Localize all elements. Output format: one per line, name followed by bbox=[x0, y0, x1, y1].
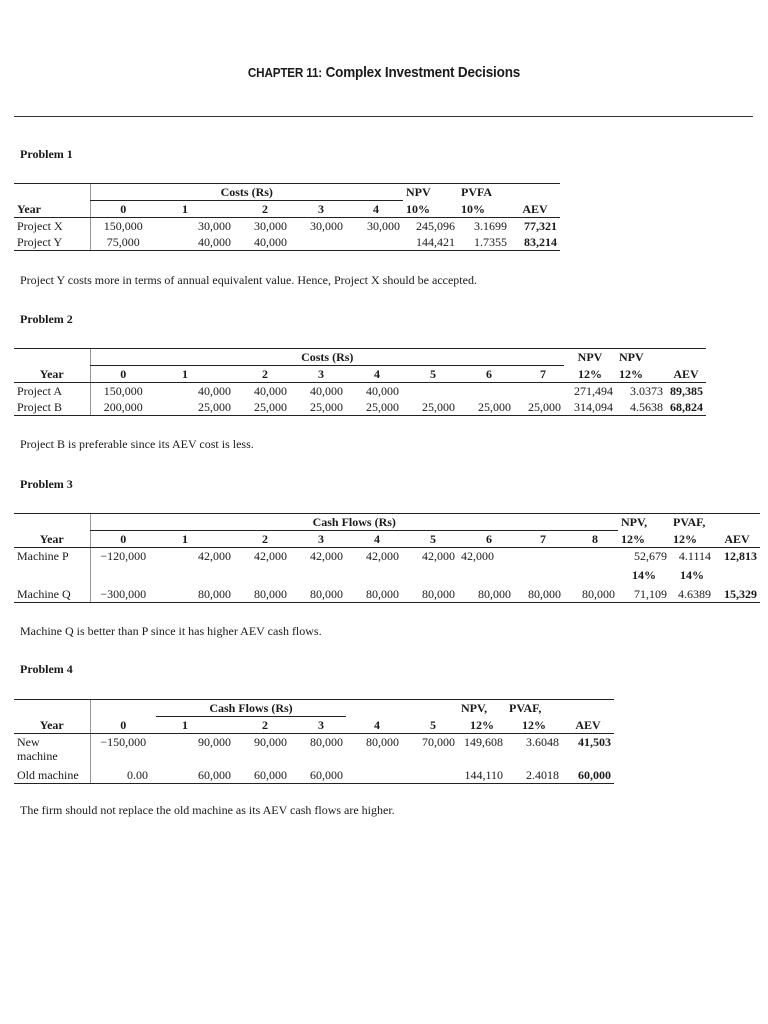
npv-rate-alt: 14% bbox=[632, 568, 656, 582]
pvaf-rate: 12% bbox=[506, 717, 562, 734]
problem-1-conclusion: Project Y costs more in terms of annual equivalent value. Hence, Project X should be accepted. bbox=[20, 273, 477, 287]
year-col: 3 bbox=[290, 201, 346, 218]
npv-header: NPV, bbox=[458, 700, 506, 717]
pvaf-rate: 12% bbox=[670, 531, 714, 548]
aev-header: AEV bbox=[510, 201, 560, 218]
table-row bbox=[14, 583, 760, 603]
group-header: Cash Flows (Rs) bbox=[90, 514, 618, 531]
cell: 40,000 bbox=[156, 234, 234, 251]
year-col: 3 bbox=[290, 717, 346, 734]
year-col: 5 bbox=[402, 366, 458, 383]
pv-cell: 3.0373 bbox=[630, 384, 663, 398]
year-col: 7 bbox=[514, 531, 564, 548]
row-label: Machine Q bbox=[14, 583, 90, 603]
npv-cell: 52,679 bbox=[634, 549, 667, 563]
cell: 30,000 bbox=[310, 219, 343, 233]
problem-1-heading: Problem 1 bbox=[20, 147, 73, 161]
aev-cell: 15,329 bbox=[714, 583, 760, 603]
cell: 60,000 bbox=[234, 764, 290, 784]
year-col: 2 bbox=[234, 366, 290, 383]
pvaf-cell: 3.6048 bbox=[526, 735, 559, 749]
year-header: Year bbox=[14, 717, 90, 734]
cell: −300,000 bbox=[90, 583, 156, 603]
cell: 200,000 bbox=[90, 399, 156, 416]
problem-3-table bbox=[14, 513, 760, 603]
year-col: 4 bbox=[346, 531, 402, 548]
cell: 25,000 bbox=[290, 399, 346, 416]
year-col: 3 bbox=[290, 531, 346, 548]
cell bbox=[514, 548, 564, 565]
cell: 90,000 bbox=[198, 735, 231, 749]
problem-4-conclusion: The firm should not replace the old machine as its AEV cash flows are higher. bbox=[20, 803, 395, 817]
cell: 40,000 bbox=[310, 384, 343, 398]
npv-cell: 144,110 bbox=[458, 764, 506, 784]
cell: 75,000 bbox=[90, 234, 156, 251]
year-col: 2 bbox=[234, 201, 290, 218]
npv-cell: 245,096 bbox=[416, 219, 455, 233]
cell: 0.00 bbox=[90, 764, 156, 784]
pvaf-header: PVAF, bbox=[670, 514, 714, 531]
problem-3-conclusion: Machine Q is better than P since it has higher AEV cash flows. bbox=[20, 624, 322, 638]
cell: 42,000 bbox=[366, 549, 399, 563]
table-row bbox=[14, 764, 614, 784]
row-label: Project B bbox=[14, 399, 90, 416]
cell: 60,000 bbox=[290, 764, 346, 784]
cell: 80,000 bbox=[402, 583, 458, 603]
year-col: 4 bbox=[346, 717, 402, 734]
npv-rate: 10% bbox=[403, 201, 458, 218]
row-label: Machine P bbox=[17, 549, 69, 563]
pvaf-header: PVAF, bbox=[506, 700, 562, 717]
table-row bbox=[14, 218, 560, 235]
chapter-name: Complex Investment Decisions bbox=[325, 64, 521, 81]
year-col: 0 bbox=[90, 531, 156, 548]
cell: −120,000 bbox=[90, 548, 156, 565]
year-col: 6 bbox=[458, 366, 514, 383]
year-col: 8 bbox=[564, 531, 618, 548]
pvaf-cell: 2.4018 bbox=[506, 764, 562, 784]
problem-2-table bbox=[14, 348, 706, 416]
aev-header: AEV bbox=[562, 717, 614, 734]
group-header: Costs (Rs) bbox=[90, 349, 564, 366]
year-col: 0 bbox=[90, 201, 156, 218]
cell: 25,000 bbox=[458, 399, 514, 416]
cell: 80,000 bbox=[290, 583, 346, 603]
npv-cell: 149,608 bbox=[464, 735, 503, 749]
cell bbox=[564, 548, 618, 565]
header-divider bbox=[14, 116, 753, 117]
cell: 80,000 bbox=[366, 735, 399, 749]
problem-1-table bbox=[14, 183, 560, 251]
year-col: 5 bbox=[402, 717, 458, 734]
cell bbox=[290, 234, 346, 251]
pvfa-cell: 3.1699 bbox=[474, 219, 507, 233]
cell: 150,000 bbox=[90, 383, 156, 400]
cell: 25,000 bbox=[402, 399, 458, 416]
cell bbox=[402, 764, 458, 784]
year-col: 1 bbox=[156, 366, 234, 383]
cell bbox=[346, 764, 402, 784]
year-header: Year bbox=[14, 366, 90, 383]
table-row bbox=[14, 234, 560, 251]
cell: 25,000 bbox=[346, 399, 402, 416]
npv-rate: 12% bbox=[564, 366, 616, 383]
problem-2-conclusion: Project B is preferable since its AEV cost is less. bbox=[20, 437, 254, 451]
table-row bbox=[14, 383, 706, 400]
problem-4-table bbox=[14, 699, 614, 784]
aev-cell: 68,824 bbox=[666, 399, 706, 416]
cell: 80,000 bbox=[156, 583, 234, 603]
problem-3-heading: Problem 3 bbox=[20, 477, 73, 491]
cell: 90,000 bbox=[254, 735, 287, 749]
pvaf-rate-alt: 14% bbox=[680, 568, 704, 582]
year-col: 0 bbox=[90, 366, 156, 383]
cell: 30,000 bbox=[367, 219, 400, 233]
row-label: New machine bbox=[17, 735, 58, 763]
cell: 60,000 bbox=[156, 764, 234, 784]
cell: 30,000 bbox=[198, 219, 231, 233]
cell: 42,000 bbox=[254, 549, 287, 563]
pvfa-rate: 10% bbox=[458, 201, 510, 218]
cell: 80,000 bbox=[458, 583, 514, 603]
npv-cell: 314,094 bbox=[564, 399, 616, 416]
cell: 40,000 bbox=[234, 234, 290, 251]
cell: 42,000 bbox=[422, 549, 455, 563]
year-col: 0 bbox=[90, 717, 156, 734]
cell: 70,000 bbox=[422, 735, 455, 749]
table-row bbox=[14, 548, 760, 565]
year-col: 2 bbox=[234, 717, 290, 734]
npv-header: NPV bbox=[403, 184, 458, 201]
table-row bbox=[14, 399, 706, 416]
group-header: Costs (Rs) bbox=[90, 184, 403, 201]
cell bbox=[402, 383, 458, 400]
year-col: 1 bbox=[156, 717, 234, 734]
npv-rate: 12% bbox=[616, 366, 666, 383]
aev-header: AEV bbox=[666, 366, 706, 383]
year-col: 2 bbox=[234, 531, 290, 548]
cell: 25,000 bbox=[514, 399, 564, 416]
year-col: 4 bbox=[346, 201, 403, 218]
row-label: Project Y bbox=[14, 234, 90, 251]
cell: 80,000 bbox=[564, 583, 618, 603]
cell: 150,000 bbox=[90, 218, 156, 235]
npv-header: NPV bbox=[564, 349, 616, 366]
year-col: 7 bbox=[514, 366, 564, 383]
chapter-title bbox=[38, 64, 729, 81]
cell: 80,000 bbox=[346, 583, 402, 603]
aev-cell: 41,503 bbox=[578, 735, 611, 749]
aev-header: AEV bbox=[714, 531, 760, 548]
cell: 42,000 bbox=[198, 549, 231, 563]
year-col: 1 bbox=[156, 201, 234, 218]
cell: 80,000 bbox=[310, 735, 343, 749]
npv-cell: 144,421 bbox=[403, 234, 458, 251]
pvfa-header: PVFA bbox=[458, 184, 510, 201]
rate-row bbox=[14, 564, 760, 583]
year-col: 1 bbox=[156, 531, 234, 548]
problem-2-heading: Problem 2 bbox=[20, 312, 73, 326]
cell bbox=[458, 383, 514, 400]
year-header: Year bbox=[14, 201, 90, 218]
cell: 80,000 bbox=[514, 583, 564, 603]
cell bbox=[346, 234, 403, 251]
npv-header: NPV, bbox=[618, 514, 670, 531]
aev-cell: 89,385 bbox=[670, 384, 703, 398]
aev-cell: 77,321 bbox=[524, 219, 557, 233]
year-col: 4 bbox=[346, 366, 402, 383]
aev-cell: 83,214 bbox=[510, 234, 560, 251]
cell: 25,000 bbox=[234, 399, 290, 416]
cell: 42,000 bbox=[461, 549, 494, 563]
chapter-number: CHAPTER 11: bbox=[247, 65, 322, 80]
pvaf-cell: 4.1114 bbox=[678, 549, 711, 563]
table-row bbox=[14, 734, 614, 765]
pv-cell: 4.5638 bbox=[616, 399, 666, 416]
year-col: 3 bbox=[290, 366, 346, 383]
npv-rate: 12% bbox=[458, 717, 506, 734]
cell: 30,000 bbox=[254, 219, 287, 233]
row-label: Project X bbox=[17, 219, 63, 233]
row-label: Project A bbox=[17, 384, 62, 398]
aev-cell: 12,813 bbox=[724, 549, 757, 563]
year-col: 5 bbox=[402, 531, 458, 548]
year-header: Year bbox=[14, 531, 90, 548]
cell: 40,000 bbox=[366, 384, 399, 398]
cell: 25,000 bbox=[156, 399, 234, 416]
npv-rate: 12% bbox=[618, 531, 670, 548]
group-header: Cash Flows (Rs) bbox=[156, 700, 346, 717]
npv-cell: 71,109 bbox=[618, 583, 670, 603]
problem-4-heading: Problem 4 bbox=[20, 662, 73, 676]
cell bbox=[514, 383, 564, 400]
pvaf-cell: 4.6389 bbox=[670, 583, 714, 603]
cell: 40,000 bbox=[198, 384, 231, 398]
npv-header: NPV bbox=[616, 349, 666, 366]
aev-cell: 60,000 bbox=[562, 764, 614, 784]
cell: 40,000 bbox=[254, 384, 287, 398]
cell: 42,000 bbox=[310, 549, 343, 563]
cell: 80,000 bbox=[234, 583, 290, 603]
year-col: 6 bbox=[458, 531, 514, 548]
cell: −150,000 bbox=[90, 734, 156, 765]
npv-cell: 271,494 bbox=[574, 384, 613, 398]
row-label: Old machine bbox=[14, 764, 90, 784]
pvfa-cell: 1.7355 bbox=[458, 234, 510, 251]
